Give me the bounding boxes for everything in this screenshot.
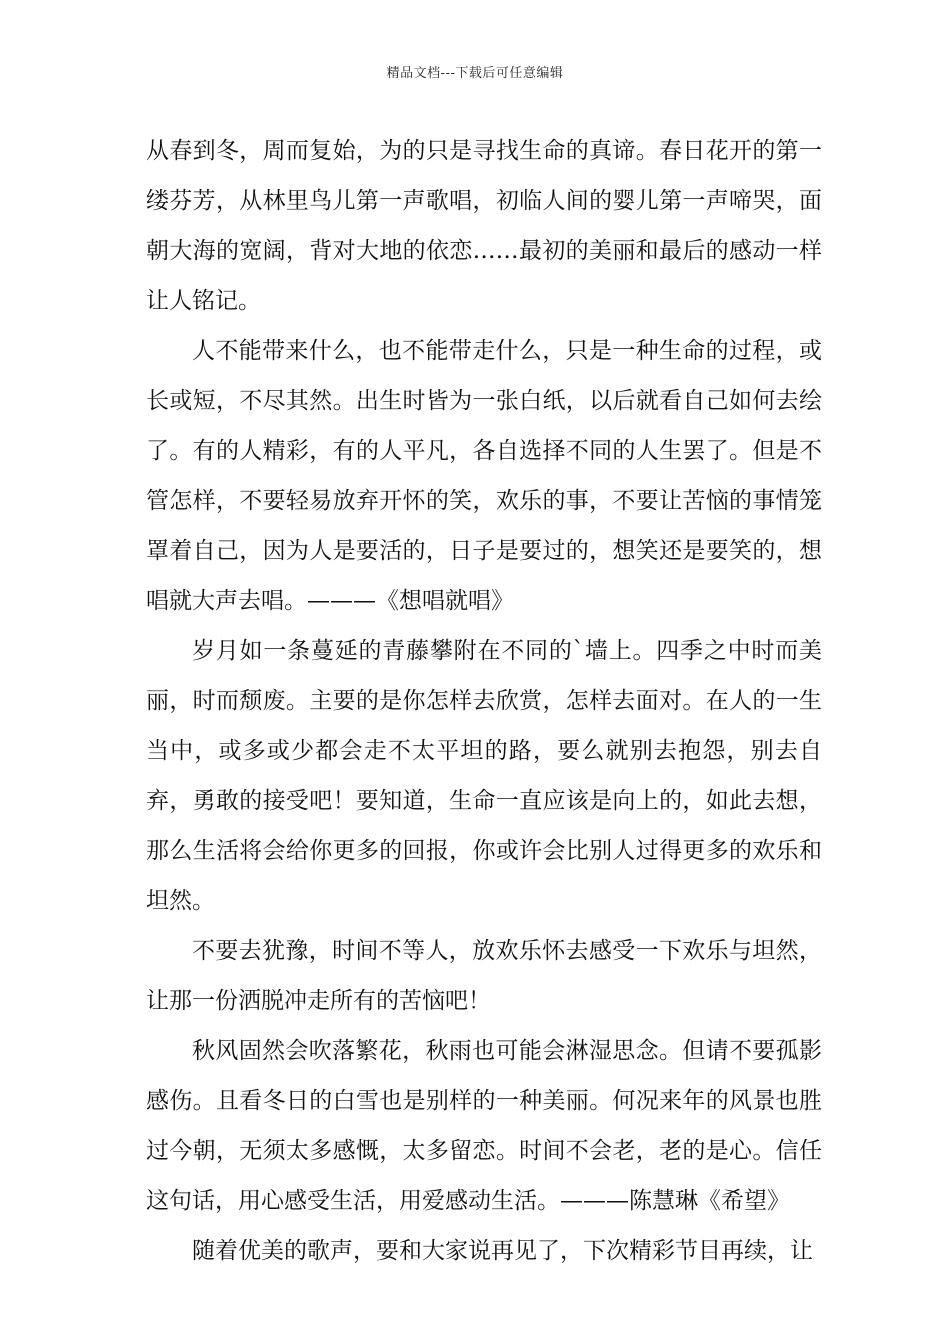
- paragraph-4: 不要去犹豫，时间不等人，放欢乐怀去感受一下欢乐与坦然，让那一份洒脱冲走所有的苦恼吧！: [146, 938, 822, 1014]
- paragraph-1: 从春到冬，周而复始，为的只是寻找生命的真谛。春日花开的第一缕芬芳，从林里鸟儿第一声歌唱，初临人间的婴儿第一声啼哭，面朝大海的宽阔，背对大地的依恋……最初的美丽和最后的感动一样让人铭记。: [146, 138, 822, 314]
- paragraph-3: 岁月如一条蔓延的青藤攀附在不同的`墙上。四季之中时而美丽，时而颓废。主要的是你怎样去欣赏，怎样去面对。在人的一生当中，或多或少都会走不太平坦的路，要么就别去抱怨，别去自弃，勇敢的接受吧！要知道，生命一直应该是向上的，如此去想，那么生活将会给你更多的回报，你或许会比别人过得更多的欢乐和坦然。: [146, 638, 822, 914]
- paragraph-6: 随着优美的歌声，要和大家说再见了，下次精彩节目再续，让: [192, 1238, 813, 1264]
- document-body: [146, 126, 822, 1276]
- paragraph-5: 秋风固然会吹落繁花，秋雨也可能会淋湿思念。但请不要孤影感伤。且看冬日的白雪也是别样的一种美丽。何况来年的风景也胜过今朝，无须太多感慨，太多留恋。时间不会老，老的是心。信任这句话，用心感受生活，用爱感动生活。———陈慧琳《希望》: [146, 1038, 822, 1214]
- page-header: 精品文档---下载后可任意编辑: [386, 66, 564, 81]
- paragraph-2: 人不能带来什么，也不能带走什么，只是一种生命的过程，或长或短，不尽其然。出生时皆为一张白纸，以后就看自己如何去绘了。有的人精彩，有的人平凡，各自选择不同的人生罢了。但是不管怎样，不要轻易放弃开怀的笑，欢乐的事，不要让苦恼的事情笼罩着自己，因为人是要活的，日子是要过的，想笑还是要笑的，想唱就大声去唱。———《想唱就唱》: [146, 338, 822, 614]
